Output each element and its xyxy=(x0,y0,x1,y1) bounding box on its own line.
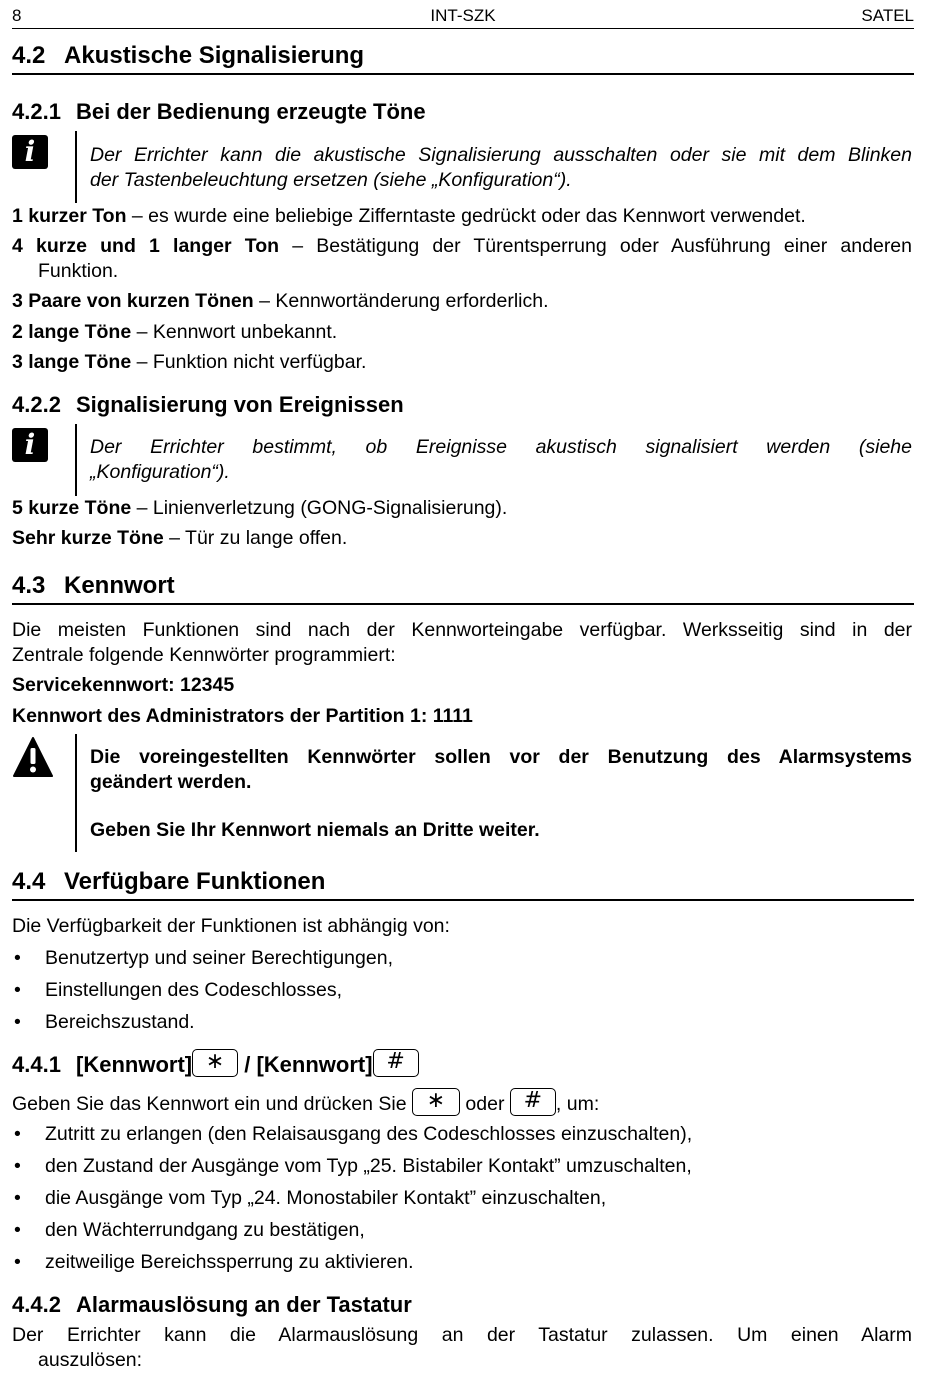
note-line: Der Errichter kann die akustische Signalisierung ausschalten oder sie mit dem Blinken xyxy=(90,144,912,166)
paragraph-line: Zentrale folgende Kennwörter programmiert: xyxy=(12,644,396,666)
subsection-number: 4.4.1 xyxy=(12,1052,61,1077)
section-heading-4-2 xyxy=(12,42,914,75)
info-icon: i xyxy=(12,135,48,169)
subsection-heading-4-4-1: 4.4.1 [Kennwort] ∗ / [Kennwort] # xyxy=(12,1052,419,1080)
paragraph-line: Geben Sie das Kennwort ein und drücken Sie ∗ oder # , um: xyxy=(12,1088,600,1116)
warning-line: Geben Sie Ihr Kennwort niemals an Dritte weiter. xyxy=(90,819,540,841)
subsection-title: Alarmauslösung an der Tastatur xyxy=(76,1292,412,1317)
warning-line: geändert werden. xyxy=(90,771,252,793)
tone-item: 2 lange Töne – Kennwort unbekannt. xyxy=(12,321,338,343)
paragraph-line: auszulösen: xyxy=(38,1349,143,1371)
tone-item-continuation: Funktion. xyxy=(38,260,119,282)
section-heading-4-3 xyxy=(12,572,914,605)
section-number: 4.4 xyxy=(12,868,46,895)
event-item: 5 kurze Töne – Linienverletzung (GONG-Signalisierung). xyxy=(12,497,508,519)
document-title: INT-SZK xyxy=(430,6,496,25)
subsection-heading-4-2-2 xyxy=(12,392,404,418)
paragraph-line: Die Verfügbarkeit der Funktionen ist abhängig von: xyxy=(12,915,450,937)
subsection-title: Signalisierung von Ereignissen xyxy=(76,392,404,417)
tone-item: 3 lange Töne – Funktion nicht verfügbar. xyxy=(12,351,367,373)
service-code: Servicekennwort: 12345 xyxy=(12,674,235,696)
asterisk-key-icon: ∗ xyxy=(192,1049,238,1077)
subsection-heading-4-2-1 xyxy=(12,99,426,125)
info-note xyxy=(12,424,914,496)
warning-note xyxy=(12,734,914,852)
section-heading-4-4 xyxy=(12,868,914,901)
note-line: der Tastenbeleuchtung ersetzen (siehe „Konfiguration“). xyxy=(90,169,572,191)
subsection-number: 4.2.1 xyxy=(12,99,61,124)
note-divider xyxy=(75,734,77,852)
warning-line: Die voreingestellten Kennwörter sollen vor der Benutzung des Alarmsystems xyxy=(90,746,912,768)
section-title: Akustische Signalisierung xyxy=(64,42,365,69)
section-number: 4.2 xyxy=(12,42,46,69)
brand-name: SATEL xyxy=(861,6,914,25)
warning-triangle-icon xyxy=(12,736,54,778)
paragraph-line: Die meisten Funktionen sind nach der Kennworteingabe verfügbar. Werksseitig sind in der xyxy=(12,619,912,641)
info-note xyxy=(12,131,914,203)
page-number: 8 xyxy=(12,6,22,25)
subsection-heading-4-4-2 xyxy=(12,1292,412,1318)
tone-item: 1 kurzer Ton – es wurde eine beliebige Zifferntaste gedrückt oder das Kennwort verwendet. xyxy=(12,205,806,227)
event-item: Sehr kurze Töne – Tür zu lange offen. xyxy=(12,527,348,549)
subsection-title: [Kennwort] xyxy=(76,1052,193,1077)
subsection-number: 4.4.2 xyxy=(12,1292,61,1317)
subsection-number: 4.2.2 xyxy=(12,392,61,417)
section-number: 4.3 xyxy=(12,572,46,599)
note-divider xyxy=(75,424,77,496)
note-line: „Konfiguration“). xyxy=(90,461,230,483)
paragraph-line: Der Errichter kann die Alarmauslösung an der Tastatur zulassen. Um einen Alarm xyxy=(12,1324,912,1346)
note-divider xyxy=(75,131,77,203)
subsection-title: Bei der Bedienung erzeugte Töne xyxy=(76,99,426,124)
asterisk-key-icon: ∗ xyxy=(412,1088,460,1116)
hash-key-icon: # xyxy=(510,1088,556,1116)
admin-code: Kennwort des Administrators der Partition 1: 1111 xyxy=(12,705,473,727)
section-title: Kennwort xyxy=(64,572,175,599)
tone-item: 4 kurze und 1 langer Ton – Bestätigung der Türentsperrung oder Ausführung einer anderen xyxy=(12,235,912,257)
page-header xyxy=(12,6,914,29)
hash-key-icon: # xyxy=(373,1049,419,1077)
tone-item: 3 Paare von kurzen Tönen – Kennwortänderung erforderlich. xyxy=(12,290,549,312)
note-line: Der Errichter bestimmt, ob Ereignisse akustisch signalisiert werden (siehe xyxy=(90,436,912,458)
section-title: Verfügbare Funktionen xyxy=(64,868,326,895)
info-icon: i xyxy=(12,428,48,462)
